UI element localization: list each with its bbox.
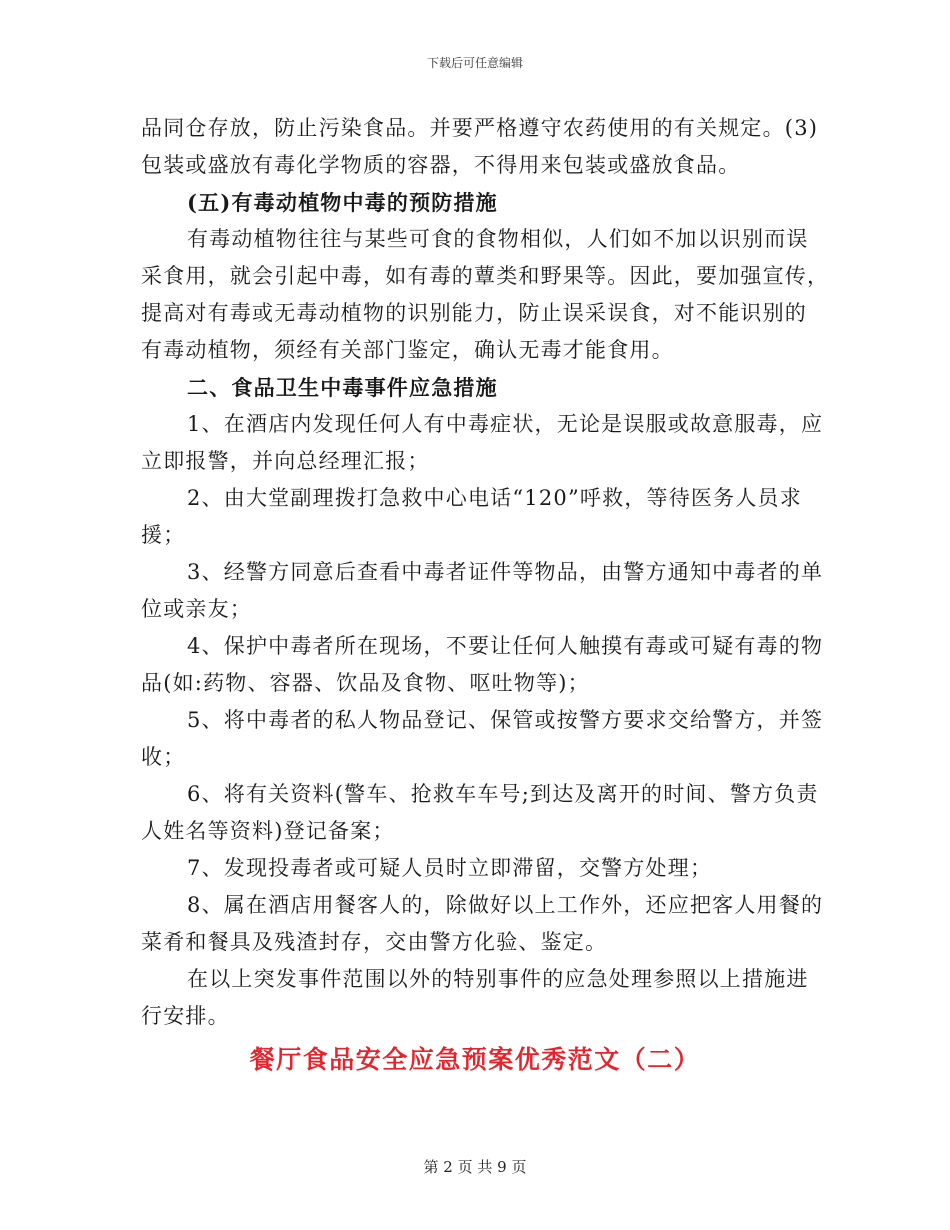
list-item-line: 3、经警方同意后查看中毒者证件等物品，由警方通知中毒者的单 — [187, 560, 824, 584]
section-heading: 二、食品卫生中毒事件应急措施 — [187, 375, 498, 400]
list-item-line: 7、发现投毒者或可疑人员时立即滞留，交警方处理； — [187, 856, 713, 880]
list-item-line: 8、属在酒店用餐客人的，除做好以上工作外，还应把客人用餐的 — [187, 893, 824, 917]
list-item-line: 4、保护中毒者所在现场，不要让任何人触摸有毒或可疑有毒的物 — [187, 634, 824, 658]
list-item-line: 1、在酒店内发现任何人有中毒症状，无论是误服或故意服毒，应 — [187, 412, 824, 436]
section-title: 餐厅食品安全应急预案优秀范文（二） — [249, 1045, 701, 1074]
paragraph-line: 在以上突发事件范围以外的特别事件的应急处理参照以上措施进 — [187, 967, 809, 991]
paragraph-line: 有毒动植物往往与某些可食的食物相似，人们如不加以识别而误 — [187, 227, 809, 251]
list-item-line: 位或亲友； — [141, 597, 252, 621]
paragraph-line: 品同仓存放，防止污染食品。并要严格遵守农药使用的有关规定。(3) — [141, 116, 819, 140]
section-heading: (五)有毒动植物中毒的预防措施 — [187, 190, 498, 215]
list-item-line: 人姓名等资料)登记备案； — [141, 819, 395, 843]
list-item-line: 品(如:药物、容器、饮品及食物、呕吐物等)； — [141, 671, 590, 695]
paragraph-line: 包装或盛放有毒化学物质的容器，不得用来包装或盛放食品。 — [141, 153, 741, 177]
list-item-line: 5、将中毒者的私人物品登记、保管或按警方要求交给警方，并签 — [187, 708, 824, 732]
paragraph-line: 行安排。 — [141, 1004, 230, 1028]
list-item-line: 6、将有关资料(警车、抢救车车号;到达及离开的时间、警方负责 — [187, 782, 819, 806]
paragraph-line: 有毒动植物，须经有关部门鉴定，确认无毒才能食用。 — [141, 338, 674, 362]
page-header: 下载后可任意编辑 — [426, 56, 523, 70]
page-number: 第 2 页 共 9 页 — [423, 1158, 527, 1176]
list-item-line: 2、由大堂副理拨打急救中心电话“120”呼救，等待医务人员求 — [187, 486, 802, 510]
paragraph-line: 采食用，就会引起中毒，如有毒的蕈类和野果等。因此，要加强宣传， — [141, 264, 830, 288]
document-body — [141, 110, 830, 1035]
list-item-line: 菜肴和餐具及残渣封存，交由警方化验、鉴定。 — [141, 930, 608, 954]
paragraph-line: 提高对有毒或无毒动植物的识别能力，防止误采误食，对不能识别的 — [141, 301, 807, 325]
list-item-line: 援； — [141, 523, 186, 547]
list-item-line: 收； — [141, 745, 186, 769]
list-item-line: 立即报警，并向总经理汇报； — [141, 449, 430, 473]
